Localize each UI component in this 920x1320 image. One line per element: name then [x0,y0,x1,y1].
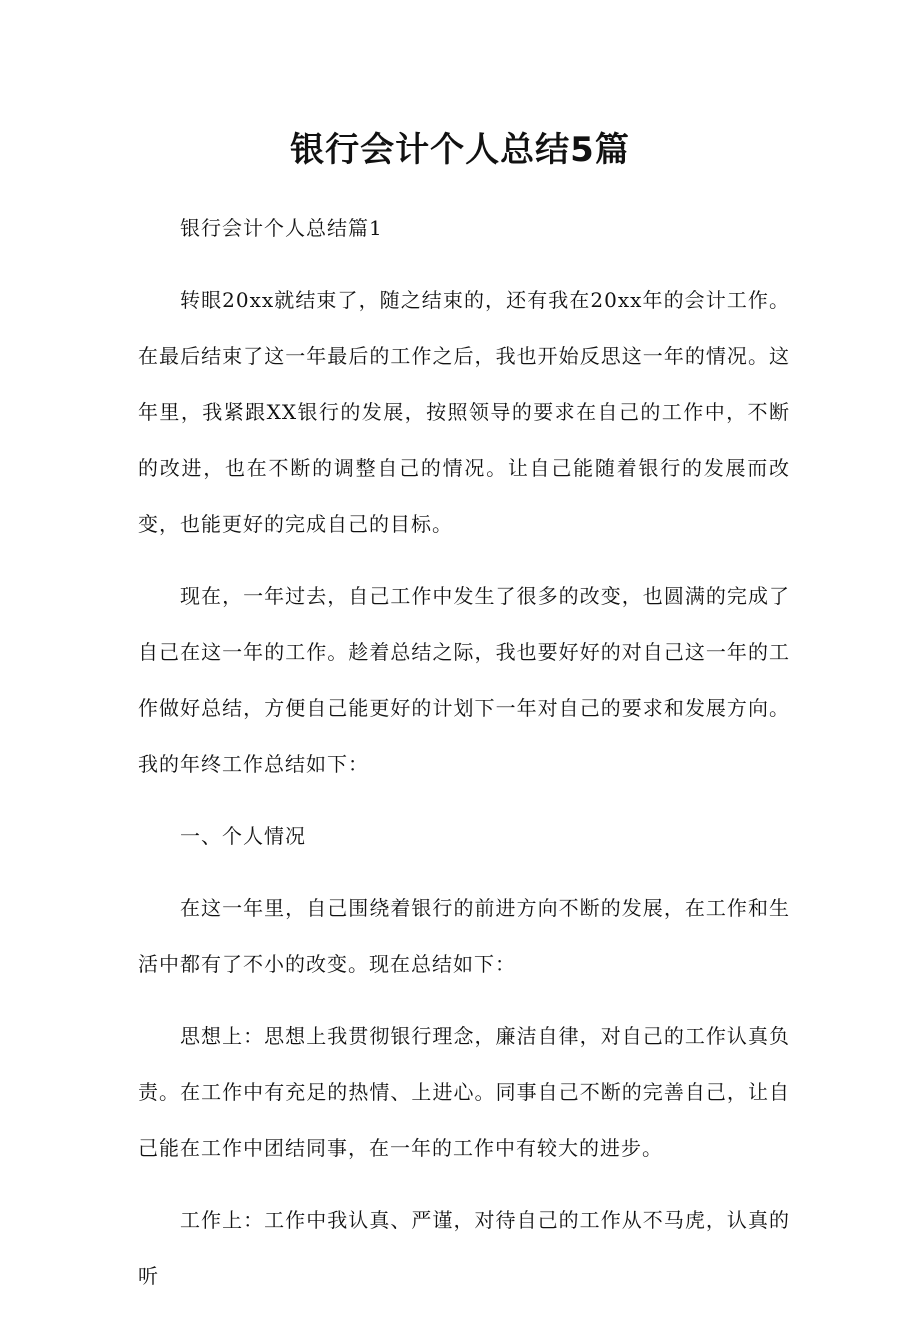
paragraph: 思想上：思想上我贯彻银行理念，廉洁自律，对自己的工作认真负责。在工作中有充足的热情、上进心。同事自己不断的完善自己，让自己能在工作中团结同事，在一年的工作中有较大的进步。 [138,1024,790,1160]
document-body [138,200,790,1320]
subsection-heading: 一、个人情况 [180,824,306,848]
paragraph: 现在，一年过去，自己工作中发生了很多的改变，也圆满的完成了自己在这一年的工作。趁着总结之际，我也要好好的对自己这一年的工作做好总结，方便自己能更好的计划下一年对自己的要求和发展方向。我的年终工作总结如下： [138,584,790,776]
paragraph: 在这一年里，自己围绕着银行的前进方向不断的发展，在工作和生活中都有了不小的改变。现在总结如下： [138,896,790,976]
document-title: 银行会计个人总结5篇 [290,130,630,170]
paragraph: 转眼20xx就结束了，随之结束的，还有我在20xx年的会计工作。在最后结束了这一年最后的工作之后，我也开始反思这一年的情况。这年里，我紧跟XX银行的发展，按照领导的要求在自己的工作中，不断的改进，也在不断的调整自己的情况。让自己能随着银行的发展而改变，也能更好的完成自己的目标。 [138,288,790,536]
section-heading: 银行会计个人总结篇1 [180,216,383,240]
paragraph: 工作上：工作中我认真、严谨，对待自己的工作从不马虎，认真的听 [138,1208,790,1288]
